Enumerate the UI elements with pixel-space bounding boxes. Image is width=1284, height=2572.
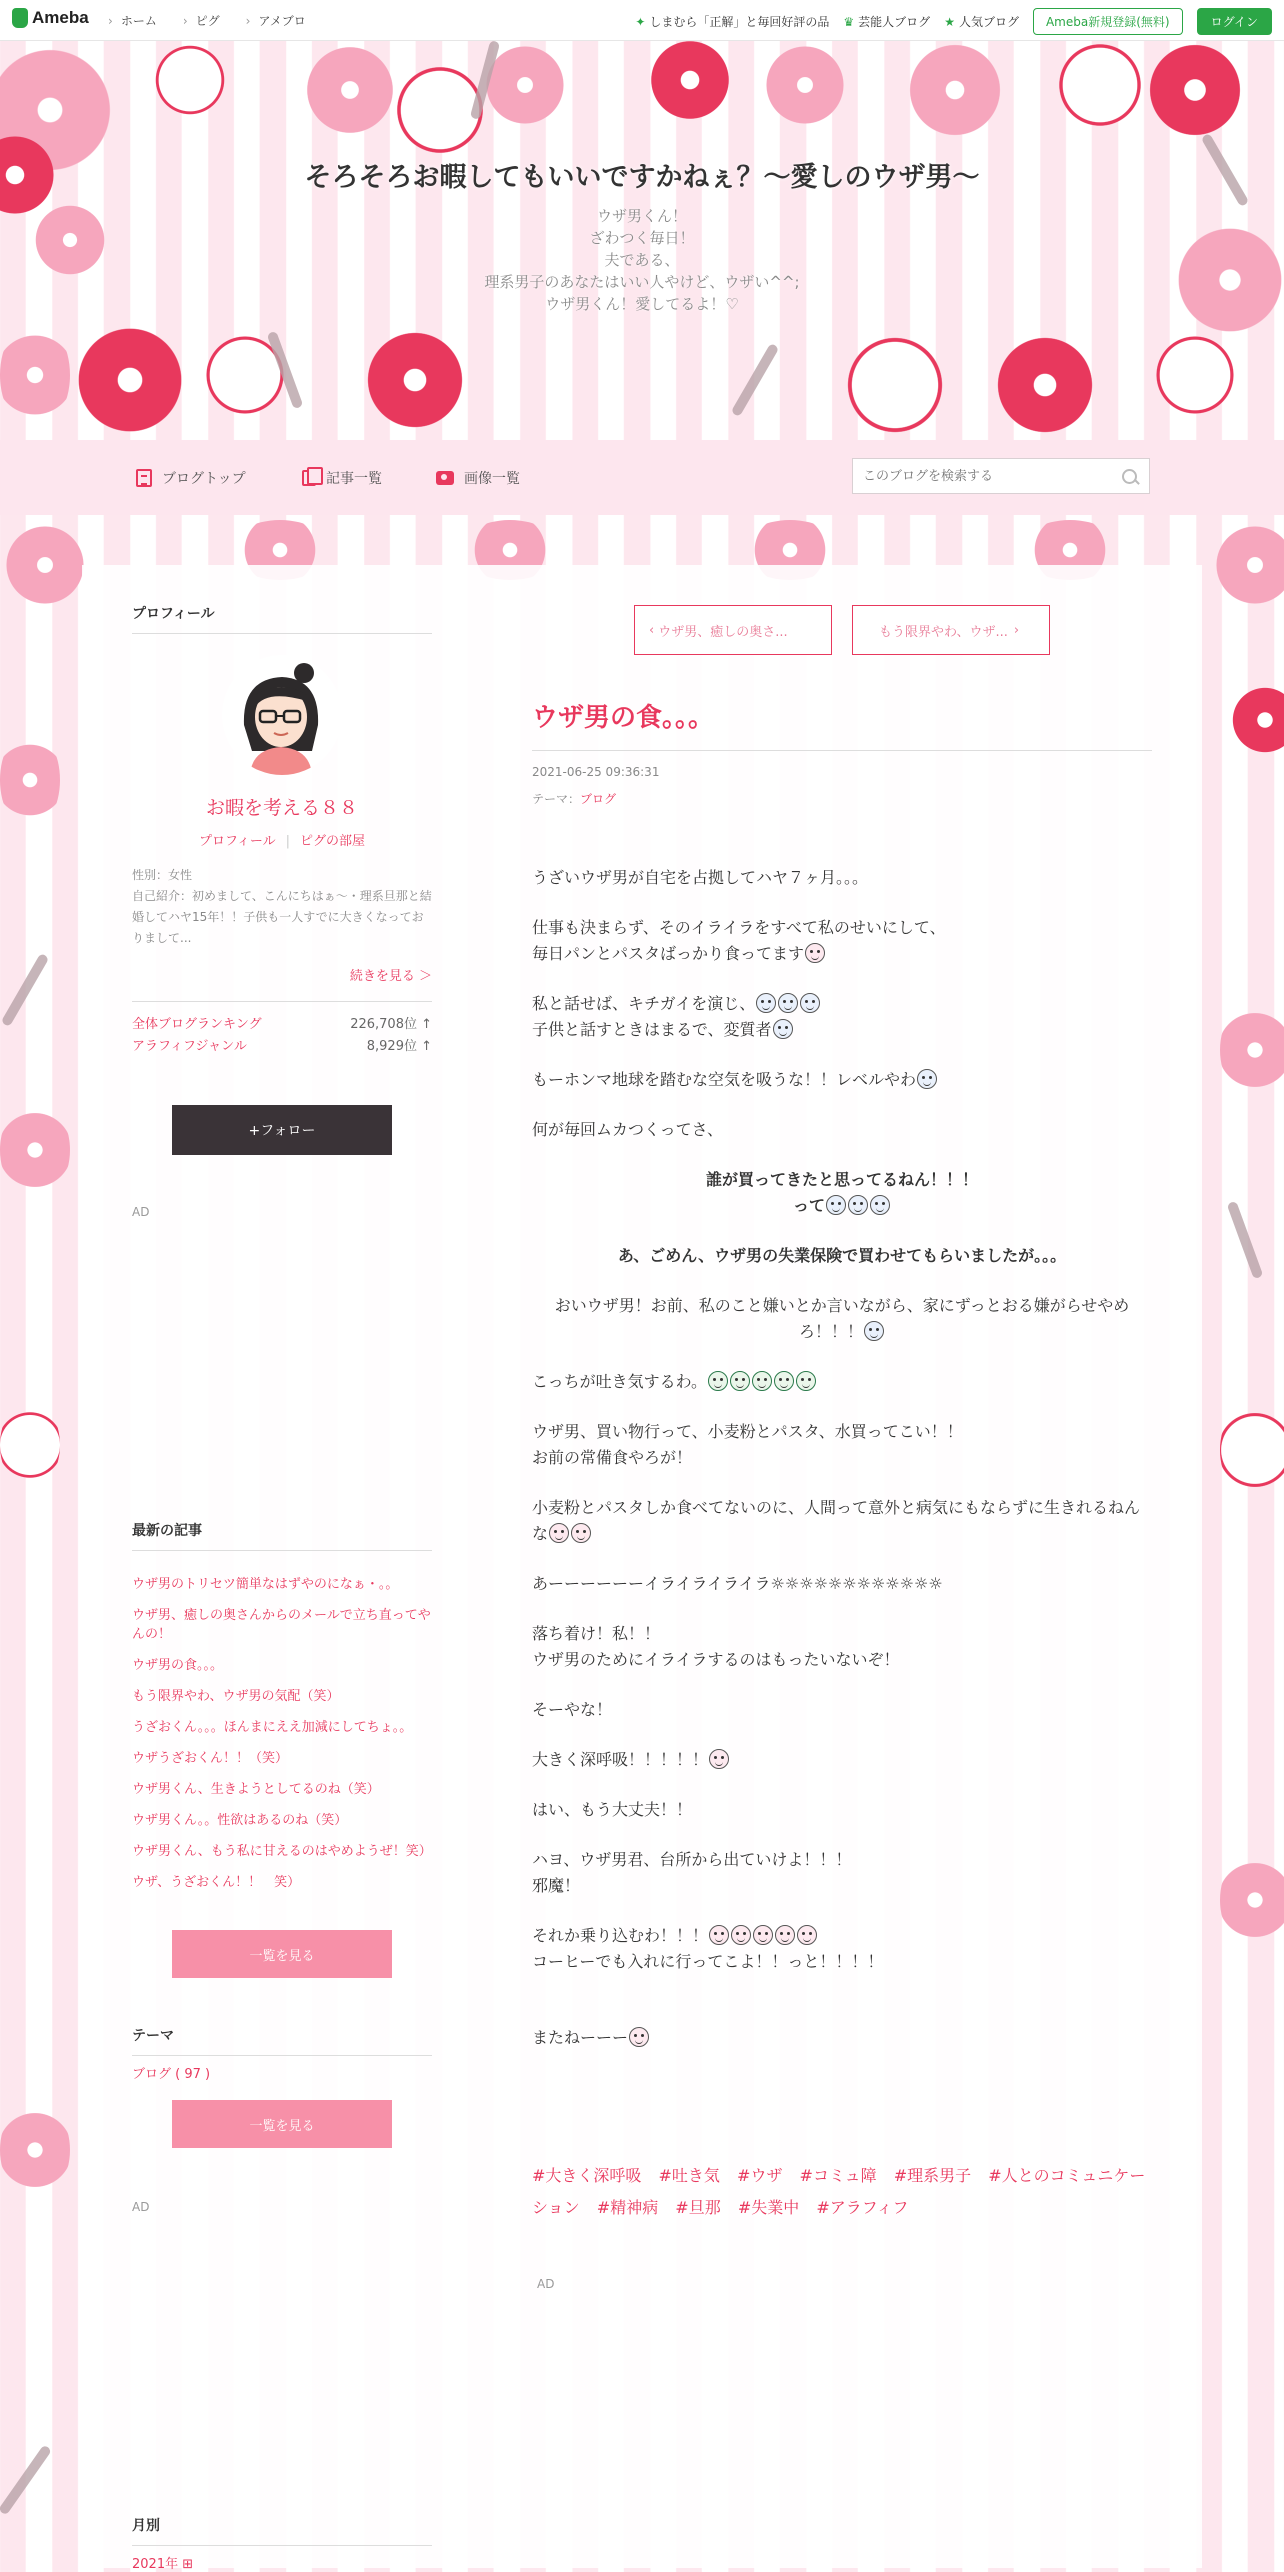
blog-search [852, 458, 1150, 494]
emoji-icon [796, 1371, 816, 1391]
entry-list-icon [302, 470, 316, 486]
view-all-themes-button[interactable]: 一覧を見る [172, 2100, 392, 2148]
paragraph: 落ち着け！私！！ ウザ男のためにイライラするのはもったいないぞ！ [532, 1624, 900, 1669]
flower-decoration [1230, 680, 1284, 760]
emoji-icon [775, 1925, 795, 1945]
follow-button[interactable]: +フォロー [172, 1105, 392, 1155]
hashtag-link[interactable]: #コミュ障 [799, 2166, 877, 2185]
star-icon: ✦ [635, 14, 646, 29]
hashtag-link[interactable]: #旦那 [675, 2198, 721, 2217]
prev-entry-link[interactable]: ‹ ウザ男、癒しの奥さ... [634, 605, 832, 655]
emoji-icon [571, 1523, 591, 1543]
nav-blog-top[interactable]: ブログトップ [136, 468, 246, 488]
paragraph: 私と話せば、キチガイを演じ、 子供と話すときはまるで、変質者 [532, 991, 1152, 1043]
emoji-icon [774, 1371, 794, 1391]
ad-label: AD [132, 2200, 150, 2214]
topnav-ameblo[interactable]: › アメブロ [246, 12, 306, 29]
twig-decoration [0, 2444, 52, 2515]
flower-decoration [1210, 520, 1284, 610]
month-link-2021[interactable]: 2021年 ⊞ [132, 2557, 194, 2572]
recent-entry-link[interactable]: ウザ男くん。。性欲はあるのね（笑） [132, 1813, 348, 1828]
paragraph: あーーーーーーイライライライラ☼☼☼☼☼☼☼☼☼☼☼☼ [532, 1574, 943, 1593]
flower-decoration [0, 730, 60, 830]
recent-entries-heading: 最新の記事 [132, 1520, 432, 1551]
paragraph: ハヨ、ウザ男君、台所から出ていけよ！！！ 邪魔！ [532, 1850, 852, 1895]
article-body [532, 865, 1152, 2075]
flower-decoration [1220, 1850, 1284, 1950]
hashtag-link[interactable]: #大きく深呼吸 [532, 2166, 642, 2185]
recent-entry-link[interactable]: ウザ男くん、生きようとしてるのね（笑） [132, 1782, 380, 1797]
recent-entry-link[interactable]: ウザ男のトリセツ簡単なはずやのになぁ・。。 [132, 1577, 399, 1592]
paragraph: 何が毎回ムカつくってさ、 [532, 1120, 724, 1139]
paragraph: そーやな！ [532, 1700, 613, 1719]
topbar-nav [108, 12, 306, 29]
search-input[interactable] [853, 459, 1113, 493]
hashtag-link[interactable]: #人とのコミュニケーション [532, 2166, 1146, 2217]
emoji-icon [731, 1925, 751, 1945]
emoji-icon [826, 1195, 846, 1215]
emoji-icon [848, 1195, 868, 1215]
paragraph: こっちが吐き気するわ。 [532, 1369, 1152, 1395]
ad-label: AD [537, 2277, 555, 2291]
theme-link[interactable]: ブログ [580, 792, 617, 806]
next-entry-link[interactable]: もう限界やわ、ウザ... › [852, 605, 1050, 655]
emoji-icon [805, 943, 825, 963]
emoji-icon [864, 1321, 884, 1341]
ranking [132, 1001, 432, 1058]
emoji-icon [752, 1371, 772, 1391]
pigg-room-link[interactable]: ピグの部屋 [300, 834, 366, 849]
emoji-icon [917, 1069, 937, 1089]
paragraph: 小麦粉とパスタしか食べてないのに、人間って意外と病気にもならずに生きれるねんな [532, 1498, 1141, 1543]
topnav-pigg[interactable]: › ピグ [183, 12, 220, 29]
recent-entries-list [132, 1575, 432, 1904]
topbar-link-shimamura[interactable]: ✦ しまむら「正解」と毎回好評の品 [635, 14, 830, 29]
ranking-overall-link[interactable]: 全体ブログランキング [132, 1017, 262, 1032]
ameba-logo[interactable]: Ameba [12, 8, 89, 28]
read-more-link[interactable]: 続きを見る ＞ [349, 969, 432, 984]
main-panel [82, 565, 1202, 2572]
profile-links [132, 830, 432, 849]
topbar-link-celebrity-blog[interactable]: ♛ 芸能人ブログ [843, 14, 931, 29]
recent-entry-link[interactable]: うざおくん。。。ほんまにええ加減にしてちょ。。 [132, 1720, 413, 1735]
paragraph: それか乗り込むわ！！！ コーヒーでも入れに行ってこよ！！っと！！！！ [532, 1926, 884, 1971]
flower-decoration [0, 520, 90, 610]
article-title[interactable]: ウザ男の食。。。 [532, 697, 1152, 751]
chevron-right-icon: › [1013, 622, 1020, 638]
paragraph: うざいウザ男が自宅を占拠してハヤ７ヶ月。。。 [532, 868, 869, 887]
hashtag-link[interactable]: #失業中 [737, 2198, 800, 2217]
profile-link[interactable]: プロフィール [198, 834, 276, 849]
search-icon[interactable] [1122, 469, 1137, 484]
nav-entry-list[interactable]: 記事一覧 [302, 468, 382, 488]
paragraph: もーホンマ地球を踏むな空気を吸うな！！レベルやわ [532, 1067, 1152, 1093]
blog-header [0, 40, 1284, 440]
paragraph: ウザ男、買い物行って、小麦粉とパスタ、水買ってこい！！ お前の常備食やろが！ [532, 1422, 963, 1467]
flower-decoration [0, 1100, 70, 1200]
crown-icon: ♛ [843, 14, 855, 29]
emoji-icon [773, 1019, 793, 1039]
article-date: 2021-06-25 09:36:31 [532, 765, 660, 779]
theme-heading: テーマ [132, 2025, 432, 2056]
ranking-value: 8,929位 ↑ [366, 1039, 432, 1054]
emoji-icon [753, 1925, 773, 1945]
recent-entry-link[interactable]: ウザ男の食。。。 [132, 1658, 224, 1673]
avatar[interactable] [222, 655, 342, 775]
paragraph: 大きく深呼吸！！！！！ [532, 1747, 1152, 1773]
view-all-entries-button[interactable]: 一覧を見る [172, 1930, 392, 1978]
ranking-row [132, 1036, 432, 1058]
nav-image-list[interactable]: 画像一覧 [436, 468, 520, 488]
twig-decoration [1, 953, 50, 1027]
avatar-illustration [222, 655, 342, 775]
theme-link-blog[interactable]: ブログ ( 97 ) [132, 2067, 211, 2082]
emoji-icon [708, 1371, 728, 1391]
emoji-icon [709, 1925, 729, 1945]
ameba-logo-icon [12, 8, 28, 28]
hashtag-link[interactable]: #吐き気 [658, 2166, 720, 2185]
emoji-icon [778, 993, 798, 1013]
hashtag-link[interactable]: #アラフィフ [816, 2198, 909, 2217]
twig-decoration [1227, 1201, 1264, 1280]
paragraph: 仕事も決まらず、そのイライラをすべて私のせいにして、 毎日パンとパスタばっかり食ってます [532, 918, 946, 963]
divider: | [285, 834, 291, 849]
blog-nav [0, 440, 1284, 515]
ranking-row [132, 1014, 432, 1036]
flower-decoration [0, 1400, 60, 1490]
chevron-left-icon: ‹ [649, 622, 655, 638]
ad-label: AD [132, 1205, 150, 1219]
recent-entry-link[interactable]: ウザ、うざおくん！！ 笑） [132, 1875, 301, 1890]
ranking-value: 226,708位 ↑ [350, 1017, 432, 1032]
recent-entry-link[interactable]: ウザうざおくん！！（笑） [132, 1751, 289, 1766]
emoji-icon [800, 993, 820, 1013]
emoji-icon [549, 1523, 569, 1543]
topbar-right [635, 8, 1272, 35]
hashtag-list [532, 2160, 1152, 2224]
login-button[interactable]: ログイン [1197, 8, 1272, 35]
flower-decoration [1220, 1400, 1284, 1500]
paragraph: またねーーー [532, 2025, 1152, 2051]
hashtag-link[interactable]: #理系男子 [893, 2166, 972, 2185]
hashtag-link[interactable]: #精神病 [596, 2198, 659, 2217]
recent-entry-link[interactable]: もう限界やわ、ウザ男の気配（笑） [132, 1689, 340, 1704]
flower-decoration [1220, 1000, 1284, 1100]
emoji-icon [709, 1749, 729, 1769]
blog-top-icon [136, 469, 152, 487]
recent-entry-link[interactable]: ウザ男、癒しの奥さんからのメールで立ち直ってやんの！ [132, 1608, 431, 1642]
hashtag-link[interactable]: #ウザ [737, 2166, 783, 2185]
star-icon: ★ [944, 14, 955, 29]
emoji-icon [730, 1371, 750, 1391]
register-button[interactable]: Ameba新規登録(無料) [1033, 8, 1183, 35]
profile-info: 性別：女性 自己紹介：初めまして、こんにちはぁ〜・理系旦那と結婚してハヤ15年！！子供も一人すでに大きくなっておりまして... [132, 868, 432, 945]
blog-title[interactable]: そろそろお暇してもいいですかねぇ？〜愛しのウザ男〜 [304, 162, 980, 193]
emoji-icon [870, 1195, 890, 1215]
recent-entry-link[interactable]: ウザ男くん、もう私に甘えるのはやめようぜ！笑） [132, 1844, 432, 1859]
flower-decoration [0, 2100, 70, 2200]
camera-icon [436, 471, 454, 485]
monthly-heading: 月別 [132, 2515, 432, 2546]
topnav-home[interactable]: › ホーム [108, 12, 157, 29]
emoji-icon [629, 2027, 649, 2047]
ameba-topbar [0, 0, 1284, 41]
emoji-icon [756, 993, 776, 1013]
paragraph: 誰が買ってきたと思ってるねん！！！ って [705, 1170, 978, 1215]
paragraph: あ、ごめん、ウザ男の失業保険で買わせてもらいましたが。。。 [617, 1246, 1067, 1265]
ranking-genre-link[interactable]: アラフィフジャンル [132, 1039, 247, 1054]
article-theme: テーマ：ブログ [532, 792, 617, 806]
paragraph: おいウザ男！お前、私のこと嫌いとか言いながら、家にずっとおる嫌がらせやめろ！！！ [554, 1296, 1130, 1341]
blog-description: ウザ男くん！ ざわつく毎日！ 夫である、 理系男子のあなたはいい人やけど、ウザい^^; ウザ男くん！愛してるよ！♡ [484, 207, 800, 313]
paragraph: はい、もう大丈夫！！ [532, 1800, 693, 1819]
profile-name[interactable]: お暇を考える８８ [205, 797, 358, 819]
profile-heading: プロフィール [132, 603, 432, 634]
emoji-icon [797, 1925, 817, 1945]
topbar-link-popular-blog[interactable]: ★ 人気ブログ [944, 14, 1019, 29]
